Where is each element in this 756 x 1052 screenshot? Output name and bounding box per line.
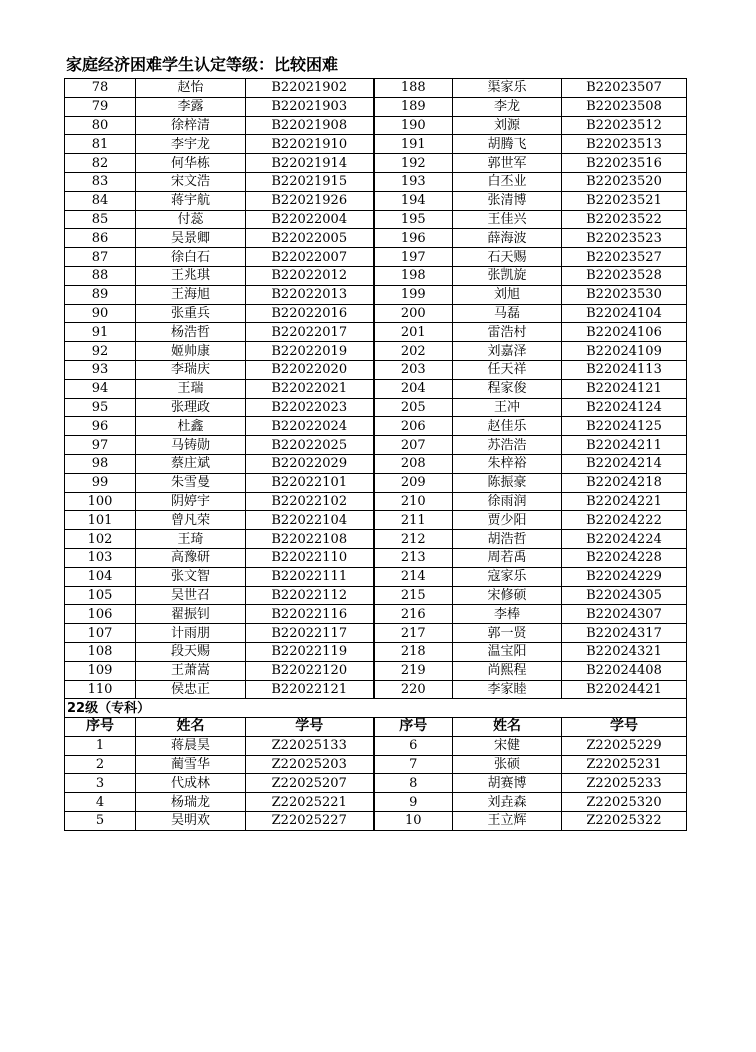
seq-cell: 220	[374, 680, 453, 699]
seq-cell: 98	[65, 454, 136, 473]
id-cell: Z22025207	[246, 774, 374, 793]
table-row	[65, 417, 687, 436]
seq-cell: 210	[374, 492, 453, 511]
name-cell: 郭世军	[453, 154, 562, 173]
name-cell: 王冲	[453, 398, 562, 417]
id-cell: B22023516	[562, 154, 687, 173]
seq-cell: 195	[374, 210, 453, 229]
seq-cell: 91	[65, 323, 136, 342]
table-row	[65, 605, 687, 624]
id-cell: B22022104	[246, 511, 374, 530]
id-cell: B22023523	[562, 229, 687, 248]
name-cell: 陈振豪	[453, 473, 562, 492]
id-cell: B22022102	[246, 492, 374, 511]
name-cell: 石天赐	[453, 248, 562, 267]
section-label: 22级（专科）	[65, 699, 687, 718]
name-cell: 任天祥	[453, 360, 562, 379]
id-cell: B22022111	[246, 567, 374, 586]
name-cell: 刘旭	[453, 285, 562, 304]
id-cell: B22022005	[246, 229, 374, 248]
seq-cell: 80	[65, 116, 136, 135]
name-cell: 刘源	[453, 116, 562, 135]
table-row	[65, 736, 687, 755]
table-row	[65, 812, 687, 831]
id-cell: B22022021	[246, 379, 374, 398]
name-cell: 翟振钊	[136, 605, 246, 624]
name-cell: 苏浩浩	[453, 436, 562, 455]
column-header: 序号	[65, 718, 136, 737]
name-cell: 王海旭	[136, 285, 246, 304]
id-cell: B22022012	[246, 266, 374, 285]
seq-cell: 89	[65, 285, 136, 304]
name-cell: 张文智	[136, 567, 246, 586]
seq-cell: 193	[374, 172, 453, 191]
table-row	[65, 473, 687, 492]
seq-cell: 102	[65, 530, 136, 549]
name-cell: 吴世召	[136, 586, 246, 605]
id-cell: B22023522	[562, 210, 687, 229]
id-cell: B22024421	[562, 680, 687, 699]
name-cell: 雷浩村	[453, 323, 562, 342]
seq-cell: 204	[374, 379, 453, 398]
seq-cell: 101	[65, 511, 136, 530]
name-cell: 王瑞	[136, 379, 246, 398]
name-cell: 贾少阳	[453, 511, 562, 530]
id-cell: B22024109	[562, 342, 687, 361]
id-cell: B22024214	[562, 454, 687, 473]
table-row	[65, 323, 687, 342]
table-row	[65, 642, 687, 661]
table-row	[65, 586, 687, 605]
id-cell: B22024113	[562, 360, 687, 379]
table-row	[65, 79, 687, 98]
id-cell: Z22025231	[562, 755, 687, 774]
seq-cell: 209	[374, 473, 453, 492]
seq-cell: 90	[65, 304, 136, 323]
id-cell: B22024307	[562, 605, 687, 624]
name-cell: 徐梓清	[136, 116, 246, 135]
seq-cell: 78	[65, 79, 136, 98]
id-cell: B22021903	[246, 97, 374, 116]
id-cell: B22022110	[246, 548, 374, 567]
table-row	[65, 97, 687, 116]
name-cell: 阴婷宇	[136, 492, 246, 511]
column-header: 姓名	[136, 718, 246, 737]
name-cell: 李棒	[453, 605, 562, 624]
seq-cell: 105	[65, 586, 136, 605]
name-cell: 宋修硕	[453, 586, 562, 605]
id-cell: B22023528	[562, 266, 687, 285]
name-cell: 李家睦	[453, 680, 562, 699]
table-row	[65, 360, 687, 379]
table-row	[65, 398, 687, 417]
seq-cell: 192	[374, 154, 453, 173]
id-cell: B22022020	[246, 360, 374, 379]
seq-cell: 79	[65, 97, 136, 116]
id-cell: B22023513	[562, 135, 687, 154]
column-header: 学号	[246, 718, 374, 737]
id-cell: B22022025	[246, 436, 374, 455]
name-cell: 张清博	[453, 191, 562, 210]
seq-cell: 191	[374, 135, 453, 154]
seq-cell: 83	[65, 172, 136, 191]
name-cell: 周若禹	[453, 548, 562, 567]
id-cell: B22024408	[562, 661, 687, 680]
seq-cell: 200	[374, 304, 453, 323]
name-cell: 付蕊	[136, 210, 246, 229]
seq-cell: 207	[374, 436, 453, 455]
seq-cell: 7	[374, 755, 453, 774]
seq-cell: 99	[65, 473, 136, 492]
seq-cell: 106	[65, 605, 136, 624]
id-cell: B22021915	[246, 172, 374, 191]
table-row	[65, 210, 687, 229]
table-row	[65, 661, 687, 680]
id-cell: B22022013	[246, 285, 374, 304]
table-row	[65, 454, 687, 473]
seq-cell: 87	[65, 248, 136, 267]
name-cell: 胡腾飞	[453, 135, 562, 154]
name-cell: 蔡庄斌	[136, 454, 246, 473]
table-row	[65, 266, 687, 285]
seq-cell: 212	[374, 530, 453, 549]
id-cell: B22024218	[562, 473, 687, 492]
id-cell: Z22025229	[562, 736, 687, 755]
id-cell: B22022116	[246, 605, 374, 624]
seq-cell: 85	[65, 210, 136, 229]
table-row	[65, 793, 687, 812]
seq-cell: 215	[374, 586, 453, 605]
table-row	[65, 548, 687, 567]
id-cell: B22023527	[562, 248, 687, 267]
id-cell: B22023512	[562, 116, 687, 135]
name-cell: 计雨朋	[136, 624, 246, 643]
name-cell: 张理政	[136, 398, 246, 417]
name-cell: 王萧嵩	[136, 661, 246, 680]
seq-cell: 84	[65, 191, 136, 210]
id-cell: B22022007	[246, 248, 374, 267]
seq-cell: 201	[374, 323, 453, 342]
seq-cell: 4	[65, 793, 136, 812]
seq-cell: 208	[374, 454, 453, 473]
name-cell: 吴明欢	[136, 812, 246, 831]
seq-cell: 211	[374, 511, 453, 530]
seq-cell: 109	[65, 661, 136, 680]
seq-cell: 110	[65, 680, 136, 699]
name-cell: 姬帅康	[136, 342, 246, 361]
name-cell: 刘垚森	[453, 793, 562, 812]
column-header: 姓名	[453, 718, 562, 737]
seq-cell: 218	[374, 642, 453, 661]
id-cell: B22022117	[246, 624, 374, 643]
id-cell: B22022119	[246, 642, 374, 661]
seq-cell: 9	[374, 793, 453, 812]
column-header: 学号	[562, 718, 687, 737]
seq-cell: 92	[65, 342, 136, 361]
seq-cell: 82	[65, 154, 136, 173]
name-cell: 李宇龙	[136, 135, 246, 154]
table-row	[65, 379, 687, 398]
name-cell: 王佳兴	[453, 210, 562, 229]
seq-cell: 1	[65, 736, 136, 755]
name-cell: 李露	[136, 97, 246, 116]
id-cell: B22022029	[246, 454, 374, 473]
table-row	[65, 680, 687, 699]
page-title: 家庭经济困难学生认定等级：比较困难	[66, 55, 339, 74]
table-row	[65, 774, 687, 793]
name-cell: 王琦	[136, 530, 246, 549]
id-cell: B22024106	[562, 323, 687, 342]
seq-cell: 2	[65, 755, 136, 774]
table-row	[65, 511, 687, 530]
id-cell: B22023520	[562, 172, 687, 191]
id-cell: B22021914	[246, 154, 374, 173]
name-cell: 李龙	[453, 97, 562, 116]
name-cell: 徐白石	[136, 248, 246, 267]
name-cell: 薛海波	[453, 229, 562, 248]
seq-cell: 216	[374, 605, 453, 624]
id-cell: Z22025221	[246, 793, 374, 812]
id-cell: B22024228	[562, 548, 687, 567]
name-cell: 程家俊	[453, 379, 562, 398]
name-cell: 蔺雪华	[136, 755, 246, 774]
seq-cell: 95	[65, 398, 136, 417]
table-row	[65, 285, 687, 304]
name-cell: 胡浩哲	[453, 530, 562, 549]
seq-cell: 88	[65, 266, 136, 285]
seq-cell: 93	[65, 360, 136, 379]
seq-cell: 217	[374, 624, 453, 643]
id-cell: B22022121	[246, 680, 374, 699]
name-cell: 王立辉	[453, 812, 562, 831]
seq-cell: 5	[65, 812, 136, 831]
seq-cell: 96	[65, 417, 136, 436]
seq-cell: 202	[374, 342, 453, 361]
name-cell: 杨浩哲	[136, 323, 246, 342]
id-cell: B22024317	[562, 624, 687, 643]
students-table	[64, 78, 687, 831]
seq-cell: 108	[65, 642, 136, 661]
seq-cell: 104	[65, 567, 136, 586]
name-cell: 吴景卿	[136, 229, 246, 248]
seq-cell: 103	[65, 548, 136, 567]
name-cell: 王兆琪	[136, 266, 246, 285]
id-cell: Z22025133	[246, 736, 374, 755]
id-cell: B22022024	[246, 417, 374, 436]
id-cell: B22021902	[246, 79, 374, 98]
table-row	[65, 229, 687, 248]
seq-cell: 196	[374, 229, 453, 248]
name-cell: 代成林	[136, 774, 246, 793]
id-cell: B22022112	[246, 586, 374, 605]
name-cell: 宋文浩	[136, 172, 246, 191]
table-row	[65, 530, 687, 549]
column-header: 序号	[374, 718, 453, 737]
seq-cell: 81	[65, 135, 136, 154]
name-cell: 蒋晨昊	[136, 736, 246, 755]
name-cell: 张凯旋	[453, 266, 562, 285]
id-cell: B22024321	[562, 642, 687, 661]
name-cell: 张重兵	[136, 304, 246, 323]
table-row	[65, 116, 687, 135]
table-row	[65, 304, 687, 323]
id-cell: B22024224	[562, 530, 687, 549]
table-row	[65, 135, 687, 154]
table-row	[65, 342, 687, 361]
id-cell: B22022023	[246, 398, 374, 417]
name-cell: 马铸勋	[136, 436, 246, 455]
id-cell: B22022120	[246, 661, 374, 680]
seq-cell: 206	[374, 417, 453, 436]
id-cell: B22024121	[562, 379, 687, 398]
id-cell: B22023507	[562, 79, 687, 98]
name-cell: 朱梓裕	[453, 454, 562, 473]
id-cell: B22021926	[246, 191, 374, 210]
name-cell: 刘嘉泽	[453, 342, 562, 361]
seq-cell: 203	[374, 360, 453, 379]
seq-cell: 86	[65, 229, 136, 248]
name-cell: 张硕	[453, 755, 562, 774]
name-cell: 高豫研	[136, 548, 246, 567]
seq-cell: 219	[374, 661, 453, 680]
id-cell: B22024104	[562, 304, 687, 323]
seq-cell: 3	[65, 774, 136, 793]
name-cell: 渠家乐	[453, 79, 562, 98]
id-cell: B22024125	[562, 417, 687, 436]
id-cell: B22024305	[562, 586, 687, 605]
table-row	[65, 172, 687, 191]
id-cell: B22021908	[246, 116, 374, 135]
seq-cell: 199	[374, 285, 453, 304]
seq-cell: 213	[374, 548, 453, 567]
name-cell: 赵佳乐	[453, 417, 562, 436]
id-cell: B22022101	[246, 473, 374, 492]
name-cell: 温宝阳	[453, 642, 562, 661]
table-row	[65, 436, 687, 455]
seq-cell: 214	[374, 567, 453, 586]
seq-cell: 197	[374, 248, 453, 267]
id-cell: Z22025233	[562, 774, 687, 793]
id-cell: B22022019	[246, 342, 374, 361]
table-row	[65, 492, 687, 511]
table-row	[65, 191, 687, 210]
name-cell: 白丕业	[453, 172, 562, 191]
id-cell: Z22025227	[246, 812, 374, 831]
name-cell: 李瑞庆	[136, 360, 246, 379]
table-body	[65, 79, 687, 831]
id-cell: Z22025322	[562, 812, 687, 831]
name-cell: 徐雨润	[453, 492, 562, 511]
table-row	[65, 624, 687, 643]
table-row	[65, 154, 687, 173]
seq-cell: 97	[65, 436, 136, 455]
name-cell: 杜鑫	[136, 417, 246, 436]
table-row	[65, 755, 687, 774]
section-row	[65, 699, 687, 718]
name-cell: 曾凡荣	[136, 511, 246, 530]
table-row	[65, 248, 687, 267]
id-cell: B22022016	[246, 304, 374, 323]
id-cell: B22023530	[562, 285, 687, 304]
seq-cell: 94	[65, 379, 136, 398]
name-cell: 赵怡	[136, 79, 246, 98]
seq-cell: 100	[65, 492, 136, 511]
seq-cell: 6	[374, 736, 453, 755]
table-row	[65, 567, 687, 586]
seq-cell: 205	[374, 398, 453, 417]
id-cell: B22022108	[246, 530, 374, 549]
name-cell: 蒋宇航	[136, 191, 246, 210]
id-cell: B22023521	[562, 191, 687, 210]
seq-cell: 107	[65, 624, 136, 643]
header-row	[65, 718, 687, 737]
seq-cell: 188	[374, 79, 453, 98]
id-cell: B22024211	[562, 436, 687, 455]
name-cell: 寇家乐	[453, 567, 562, 586]
seq-cell: 198	[374, 266, 453, 285]
name-cell: 尚熙程	[453, 661, 562, 680]
id-cell: B22022017	[246, 323, 374, 342]
seq-cell: 8	[374, 774, 453, 793]
seq-cell: 10	[374, 812, 453, 831]
name-cell: 何华栋	[136, 154, 246, 173]
name-cell: 朱雪曼	[136, 473, 246, 492]
id-cell: Z22025320	[562, 793, 687, 812]
name-cell: 侯忠正	[136, 680, 246, 699]
id-cell: B22023508	[562, 97, 687, 116]
name-cell: 胡赛博	[453, 774, 562, 793]
name-cell: 郭一贤	[453, 624, 562, 643]
id-cell: B22024221	[562, 492, 687, 511]
name-cell: 杨瑞龙	[136, 793, 246, 812]
name-cell: 马磊	[453, 304, 562, 323]
id-cell: B22024229	[562, 567, 687, 586]
seq-cell: 189	[374, 97, 453, 116]
id-cell: B22021910	[246, 135, 374, 154]
seq-cell: 190	[374, 116, 453, 135]
seq-cell: 194	[374, 191, 453, 210]
id-cell: B22022004	[246, 210, 374, 229]
id-cell: Z22025203	[246, 755, 374, 774]
id-cell: B22024124	[562, 398, 687, 417]
name-cell: 段天赐	[136, 642, 246, 661]
name-cell: 宋健	[453, 736, 562, 755]
id-cell: B22024222	[562, 511, 687, 530]
